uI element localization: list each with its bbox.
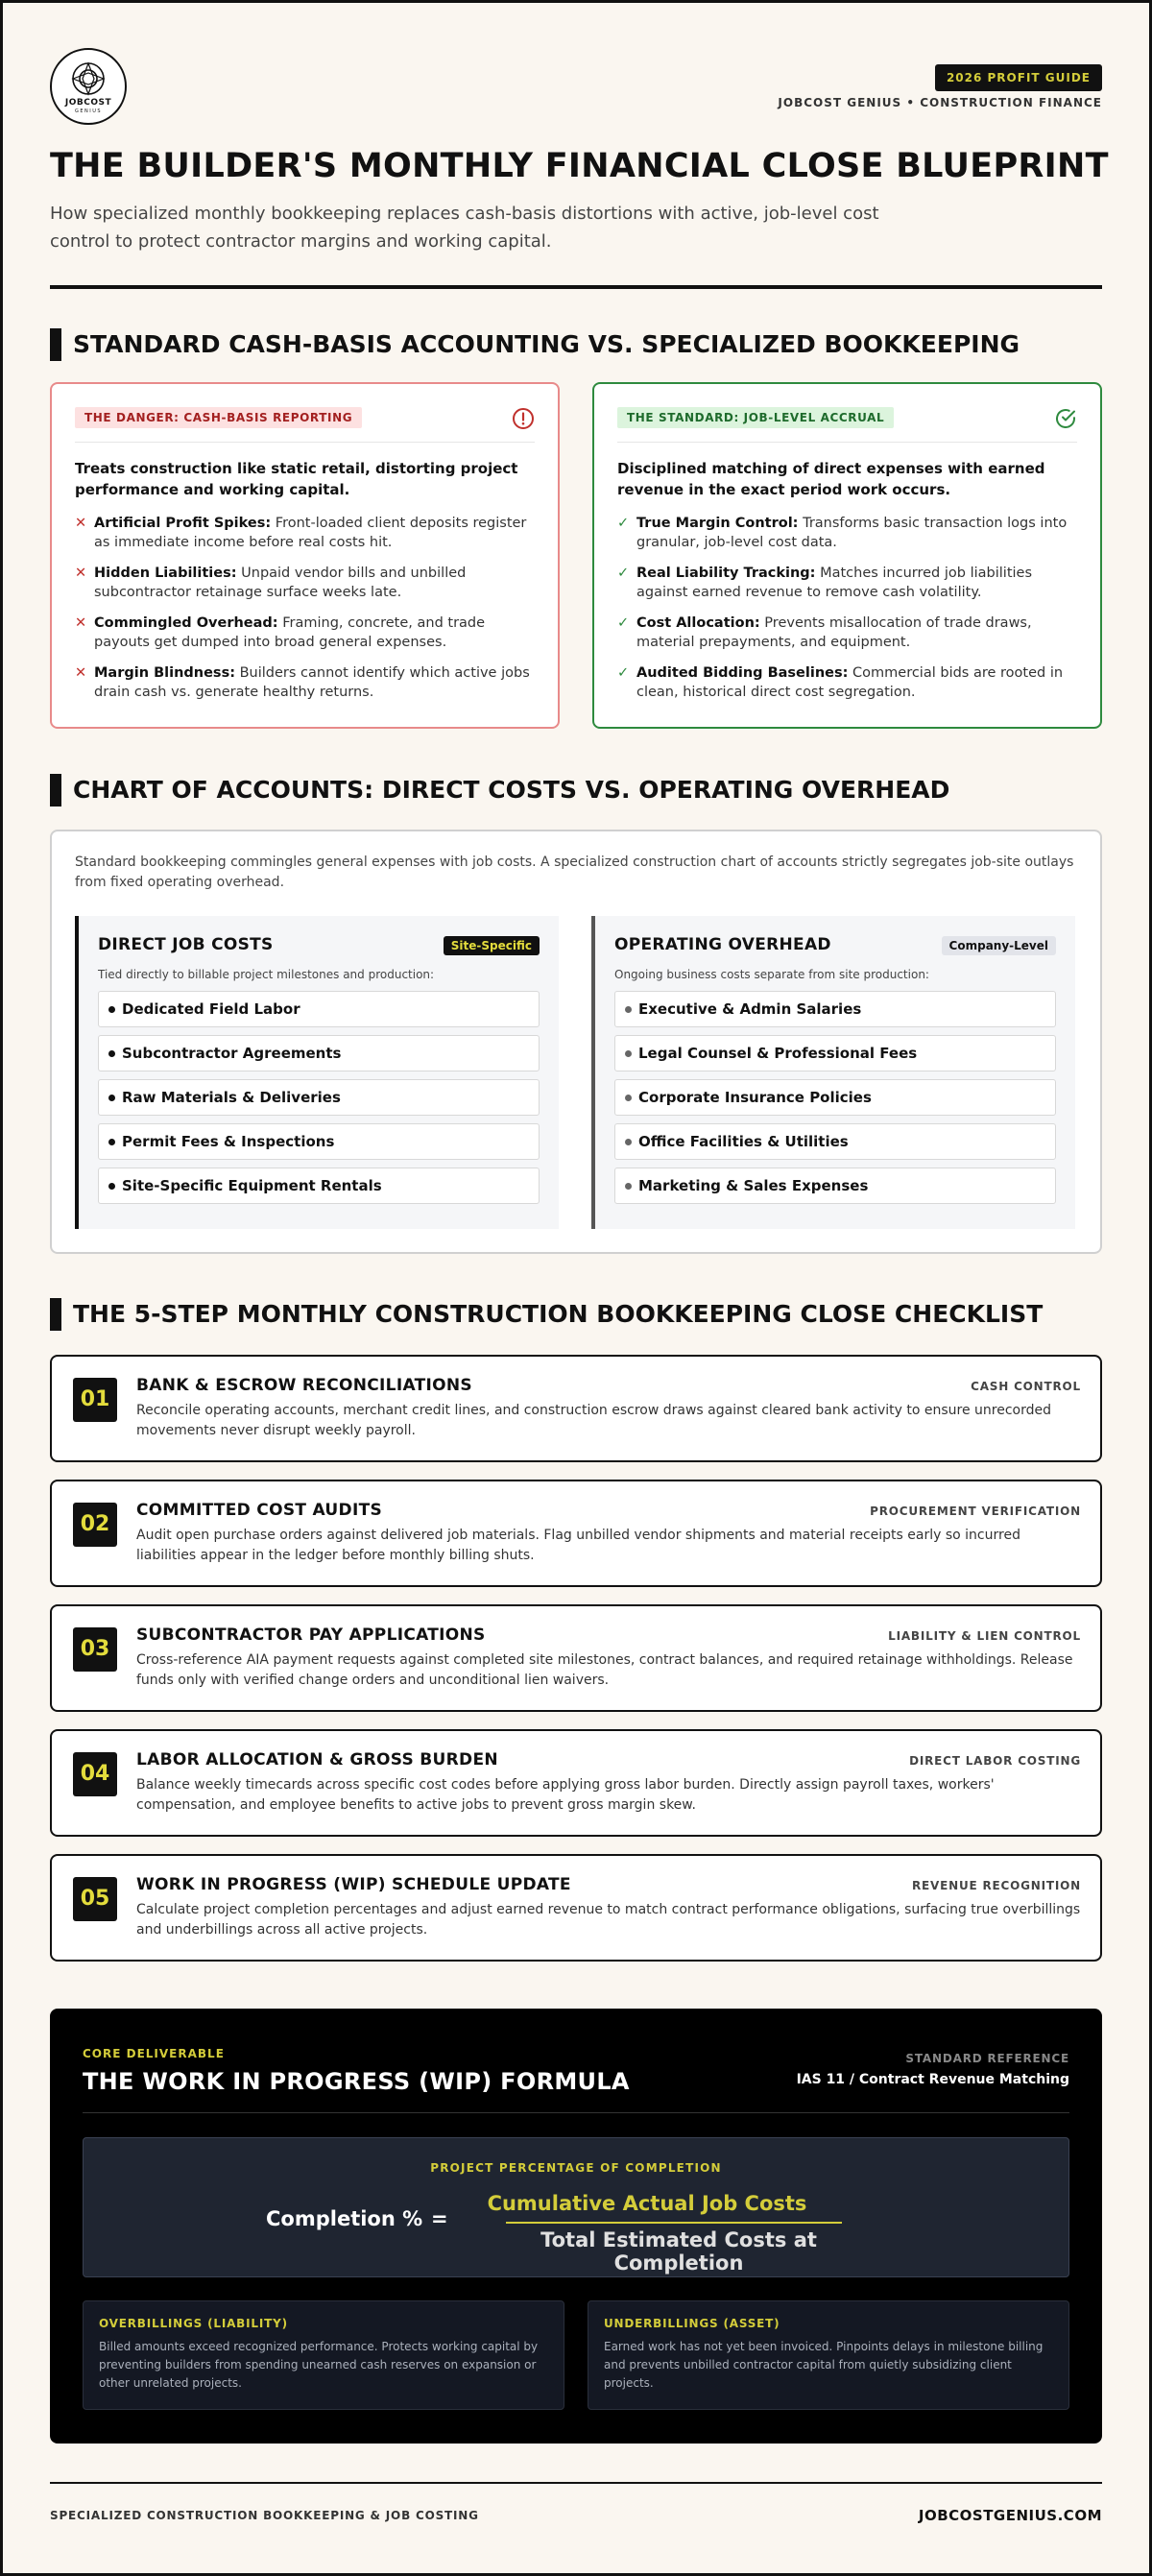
logo-subtext: GENIUS: [74, 108, 103, 114]
standard-tag: THE STANDARD: JOB-LEVEL ACCRUAL: [617, 407, 894, 428]
danger-list-item: [75, 564, 535, 602]
check-mark-icon: ✓: [617, 615, 630, 631]
danger-divider: [75, 442, 535, 443]
x-mark-icon: ✕: [75, 516, 87, 531]
x-mark-icon: ✕: [75, 665, 87, 681]
checklist-step: [50, 1729, 1102, 1837]
check-mark-icon: ✓: [617, 516, 630, 531]
step-title: COMMITTED COST AUDITS: [136, 1501, 383, 1520]
danger-lead: Treats construction like static retail, distorting project performance and working capital.: [75, 460, 518, 498]
danger-tag: THE DANGER: CASH-BASIS REPORTING: [75, 407, 362, 428]
overbillings-note: [83, 2300, 564, 2410]
footer-tagline: SPECIALIZED CONSTRUCTION BOOKKEEPING & JOB COSTING: [50, 2509, 479, 2522]
danger-item-title: Artificial Profit Spikes:: [94, 516, 272, 531]
checklist-step: [50, 1480, 1102, 1587]
danger-item-text: Unpaid vendor bills and unbilled subcontractor retainage surface weeks late.: [94, 566, 467, 600]
overbillings-title: OVERBILLINGS (LIABILITY): [99, 2317, 288, 2330]
page-subtitle: How specialized monthly bookkeeping replaces cash-basis distortions with active, job-level cost control to protect contractor margins and working capital.: [50, 204, 879, 252]
step-category-tag: REVENUE RECOGNITION: [912, 1879, 1081, 1892]
checklist-step: [50, 1604, 1102, 1712]
cash-basis-danger-card: [50, 382, 560, 729]
wip-kicker: CORE DELIVERABLE: [83, 2047, 225, 2060]
standard-item-text: Prevents misallocation of trade draws, material prepayments, and equipment.: [636, 615, 1032, 650]
jobcost-genius-logo: [50, 48, 127, 125]
danger-item-text: Builders cannot identify which active jobs drain cash vs. generate healthy returns.: [94, 665, 530, 700]
danger-item-title: Hidden Liabilities:: [94, 566, 237, 581]
overhead-title: OPERATING OVERHEAD: [614, 935, 831, 954]
coa-heading: CHART OF ACCOUNTS: DIRECT COSTS VS. OPERATING OVERHEAD: [50, 774, 1102, 807]
formula-lhs: Completion %: [266, 2207, 423, 2230]
direct-account-item: Site-Specific Equipment Rentals: [98, 1168, 540, 1204]
underbillings-text: Earned work has not yet been invoiced. Pinpoints delays in milestone billing and prevents unbilled contractor capital from quietly subsidizing client projects.: [604, 2340, 1044, 2390]
danger-item-text: Front-loaded client deposits register as immediate income before real costs hit.: [94, 516, 527, 550]
danger-item-title: Commingled Overhead:: [94, 615, 278, 631]
overhead-account-item: Marketing & Sales Expenses: [614, 1168, 1056, 1204]
step-title: BANK & ESCROW RECONCILIATIONS: [136, 1376, 472, 1395]
checklist-heading: THE 5-STEP MONTHLY CONSTRUCTION BOOKKEEPING CLOSE CHECKLIST: [50, 1298, 1102, 1331]
wip-formula-panel: [50, 2009, 1102, 2444]
standard-item-text: Commercial bids are rooted in clean, historical direct cost segregation.: [636, 665, 1064, 700]
standard-item-title: Cost Allocation:: [636, 615, 760, 631]
wip-divider: [83, 2112, 1069, 2113]
step-category-tag: PROCUREMENT VERIFICATION: [870, 1505, 1081, 1518]
wip-formula-box: [83, 2137, 1069, 2277]
direct-account-item: Permit Fees & Inspections: [98, 1123, 540, 1160]
footer-divider: [50, 2482, 1102, 2484]
formula-denominator: Total Estimated Costs at Completion: [540, 2228, 817, 2275]
standard-list-item: [617, 663, 1077, 702]
footer-website-link[interactable]: JOBCOSTGENIUS.COM: [918, 2507, 1102, 2524]
overhead-account-item: Office Facilities & Utilities: [614, 1123, 1056, 1160]
standard-list-item: [617, 514, 1077, 552]
formula-heading: PROJECT PERCENTAGE OF COMPLETION: [430, 2161, 722, 2175]
logo-wordmark: JOBCOST: [64, 98, 112, 108]
coa-intro: Standard bookkeeping commingles general expenses with job costs. A specialized construction chart of accounts strictly segregates job-site outlays from fixed operating overhead.: [75, 855, 1074, 890]
direct-costs-title: DIRECT JOB COSTS: [98, 935, 274, 954]
underbillings-title: UNDERBILLINGS (ASSET): [604, 2317, 780, 2330]
profit-guide-badge: 2026 PROFIT GUIDE: [935, 64, 1102, 91]
checklist-step: [50, 1355, 1102, 1462]
step-number: 03: [73, 1627, 117, 1672]
step-number: 02: [73, 1503, 117, 1547]
standard-list-item: [617, 614, 1077, 652]
overhead-account-item: Corporate Insurance Policies: [614, 1079, 1056, 1116]
step-number: 04: [73, 1752, 117, 1796]
step-category-tag: DIRECT LABOR COSTING: [909, 1754, 1081, 1768]
step-description: Calculate project completion percentages and adjust earned revenue to match contract performance obligations, surfacing true overbillings and underbillings across all active projects.: [136, 1902, 1081, 1938]
check-mark-icon: ✓: [617, 665, 630, 681]
brand-line: JOBCOST GENIUS • CONSTRUCTION FINANCE: [778, 96, 1102, 109]
step-description: Cross-reference AIA payment requests against completed site milestones, contract balances, and required retainage withholdings. Release funds only with verified change orders and unconditional lien waivers.: [136, 1652, 1073, 1688]
step-category-tag: LIABILITY & LIEN CONTROL: [888, 1629, 1081, 1643]
danger-list-item: [75, 514, 535, 552]
direct-costs-desc: Tied directly to billable project milestones and production:: [98, 968, 435, 981]
wip-title: THE WORK IN PROGRESS (WIP) FORMULA: [83, 2068, 630, 2095]
direct-account-item: Raw Materials & Deliveries: [98, 1079, 540, 1116]
direct-costs-list: [98, 991, 540, 1204]
direct-account-item: Subcontractor Agreements: [98, 1035, 540, 1071]
wip-reference: IAS 11 / Contract Revenue Matching: [796, 2072, 1069, 2087]
page-title: THE BUILDER'S MONTHLY FINANCIAL CLOSE BLUEPRINT: [50, 147, 1109, 185]
chart-of-accounts-box: [50, 830, 1102, 1254]
job-level-standard-card: [592, 382, 1102, 729]
step-number: 05: [73, 1877, 117, 1921]
standard-list: [617, 514, 1077, 702]
step-title: WORK IN PROGRESS (WIP) SCHEDULE UPDATE: [136, 1875, 571, 1894]
danger-list-item: [75, 614, 535, 652]
standard-list-item: [617, 564, 1077, 602]
danger-list-item: [75, 663, 535, 702]
standard-lead: Disciplined matching of direct expenses with earned revenue in the exact period work occurs.: [617, 460, 1045, 498]
standard-item-title: Audited Bidding Baselines:: [636, 665, 849, 681]
formula-equals: =: [431, 2207, 448, 2230]
overhead-list: [614, 991, 1056, 1204]
wip-reference-label: STANDARD REFERENCE: [905, 2052, 1069, 2065]
checklist-step: [50, 1854, 1102, 1962]
overhead-account-item: Legal Counsel & Professional Fees: [614, 1035, 1056, 1071]
step-description: Audit open purchase orders against delivered job materials. Flag unbilled vendor shipments and material receipts early so incurred liabilities appear in the ledger before monthly billing shuts.: [136, 1528, 1020, 1563]
step-title: SUBCONTRACTOR PAY APPLICATIONS: [136, 1625, 486, 1645]
overhead-desc: Ongoing business costs separate from site production:: [614, 968, 929, 981]
check-circle-icon: [1054, 407, 1077, 430]
step-title: LABOR ALLOCATION & GROSS BURDEN: [136, 1750, 498, 1769]
step-description: Reconcile operating accounts, merchant credit lines, and construction escrow draws against cleared bank activity to ensure unrecorded movements never disrupt weekly payroll.: [136, 1403, 1051, 1438]
header-divider: [50, 285, 1102, 289]
danger-list: [75, 514, 535, 702]
overhead-account-item: Executive & Admin Salaries: [614, 991, 1056, 1027]
step-description: Balance weekly timecards across specific cost codes before applying gross labor burden. Directly assign payroll taxes, workers' compensation, and employee benefits to active jobs to prevent gross margin skew.: [136, 1777, 995, 1813]
standard-item-text: Matches incurred job liabilities against earned revenue to remove cash volatility.: [636, 566, 1033, 600]
check-mark-icon: ✓: [617, 566, 630, 581]
underbillings-note: [588, 2300, 1069, 2410]
standard-item-text: Transforms basic transaction logs into granular, job-level cost data.: [636, 516, 1068, 550]
fraction-bar: [506, 2222, 842, 2224]
standard-item-title: True Margin Control:: [636, 516, 799, 531]
comparison-heading: STANDARD CASH-BASIS ACCOUNTING VS. SPECIALIZED BOOKKEEPING: [50, 328, 1102, 361]
danger-item-title: Margin Blindness:: [94, 665, 235, 681]
company-level-badge: Company-Level: [942, 936, 1056, 955]
formula-numerator: Cumulative Actual Job Costs: [487, 2192, 807, 2215]
warning-circle-icon: [512, 407, 535, 430]
x-mark-icon: ✕: [75, 566, 87, 581]
logo-emblem-icon: [65, 58, 111, 100]
step-number: 01: [73, 1378, 117, 1422]
x-mark-icon: ✕: [75, 615, 87, 631]
overbillings-text: Billed amounts exceed recognized performance. Protects working capital by preventing builders from spending unearned cash reserves on expansion or other unrelated projects.: [99, 2340, 539, 2390]
overhead-column: [591, 916, 1075, 1229]
direct-account-item: Dedicated Field Labor: [98, 991, 540, 1027]
danger-item-text: Framing, concrete, and trade payouts get dumped into broad general expenses.: [94, 615, 486, 650]
standard-divider: [617, 442, 1077, 443]
site-specific-badge: Site-Specific: [444, 936, 540, 955]
step-category-tag: CASH CONTROL: [971, 1380, 1081, 1393]
direct-costs-column: [75, 916, 559, 1229]
standard-item-title: Real Liability Tracking:: [636, 566, 816, 581]
